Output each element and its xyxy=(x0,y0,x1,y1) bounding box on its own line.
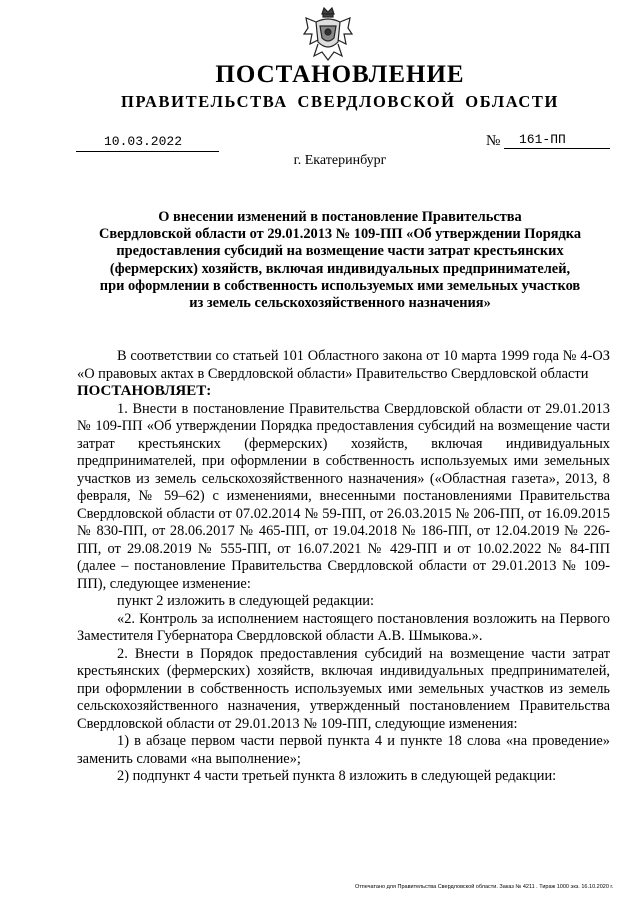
coat-of-arms-emblem xyxy=(302,4,354,64)
number-underline xyxy=(504,148,610,149)
title-line: О внесении изменений в постановление Правительства xyxy=(158,209,522,225)
city-line: г. Екатеринбург xyxy=(293,153,387,168)
number-sign: № xyxy=(486,133,501,149)
document-body xyxy=(77,348,610,786)
document-number: 161-ПП xyxy=(519,132,566,147)
preamble-paragraph: В соответствии со статьей 101 Областного закона от 10 марта 1999 года № 4-ОЗ «О правовых актах в Свердловской области» Правительство Свердловской области xyxy=(77,348,610,382)
item-1-paragraph: 1. Внести в постановление Правительства Свердловской области от 29.01.2013 № 109-ПП «Об утверждении Порядка предоставления субсидий на возмещение части затрат крестьянских (фермерских) хозяйств, включая индивидуальных предпринимателей, при оформлении в собственность используемых ими земельных участков из земель сельскохозяйственного назначения» («Областная газета», 2013, 8 февраля, № 59–62) с изменениями, внесенными постановлениями Правительства Свердловской области от 07.02.2014 № 59-ПП, от 26.03.2015 № 206-ПП, от 16.09.2015 № 830-ПП, от 28.06.2017 № 465-ПП, от 19.04.2018 № 186-ПП, от 12.04.2019 № 226-ПП, от 29.08.2019 № 555-ПП, от 16.07.2021 № 429-ПП и от 10.02.2022 № 84-ПП (далее – постановление Правительства Свердловской области от 29.01.2013 № 109-ПП), следующее изменение: xyxy=(77,400,610,592)
title-line: из земель сельскохозяйственного назначения» xyxy=(189,295,491,312)
document-date: 10.03.2022 xyxy=(104,134,183,149)
title-line: Свердловской области от 29.01.2013 № 109-ПП «Об утверждении Порядка xyxy=(98,226,582,243)
document-title xyxy=(80,209,600,312)
issuer-heading: ПРАВИТЕЛЬСТВА СВЕРДЛОВСКОЙ ОБЛАСТИ xyxy=(121,92,559,111)
item-1-quote: «2. Контроль за исполнением настоящего постановления возложить на Первого Заместителя Губернатора Свердловской области А.В. Шмыкова.». xyxy=(77,610,610,644)
resolve-keyword: ПОСТАНОВЛЯЕТ: xyxy=(77,383,212,399)
item-1-subparagraph: пункт 2 изложить в следующей редакции: xyxy=(117,593,374,609)
date-underline xyxy=(76,151,219,152)
item-2-subitem-2: 2) подпункт 4 части третьей пункта 8 изложить в следующей редакции: xyxy=(117,768,557,784)
print-footer: Отпечатано для Правительства Свердловской области. Заказ № 4211 . Тираж 1000 экз. 16.10.2020 г. xyxy=(355,884,614,890)
item-2-paragraph: 2. Внести в Порядок предоставления субсидий на возмещение части затрат крестьянских (фермерских) хозяйств, включая индивидуальных предпринимателей, при оформлении в собственность используемых ими земельных участков из земель сельскохозяйственного назначения, утвержденный постановлением Правительства Свердловской области от 29.01.2013 № 109-ПП, следующие изменения: xyxy=(77,645,610,732)
title-line: предоставления субсидий на возмещение части затрат крестьянских xyxy=(116,243,564,260)
title-line: при оформлении в собственность используемых ими земельных участков xyxy=(99,277,581,294)
item-2-subitem-1: 1) в абзаце первом части первой пункта 4 и пункте 18 слова «на проведение» заменить словами «на выполнение»; xyxy=(77,733,610,767)
title-line: (фермерских) хозяйств, включая индивидуальных предпринимателей, xyxy=(109,260,571,277)
document-type-heading: ПОСТАНОВЛЕНИЕ xyxy=(215,61,465,88)
